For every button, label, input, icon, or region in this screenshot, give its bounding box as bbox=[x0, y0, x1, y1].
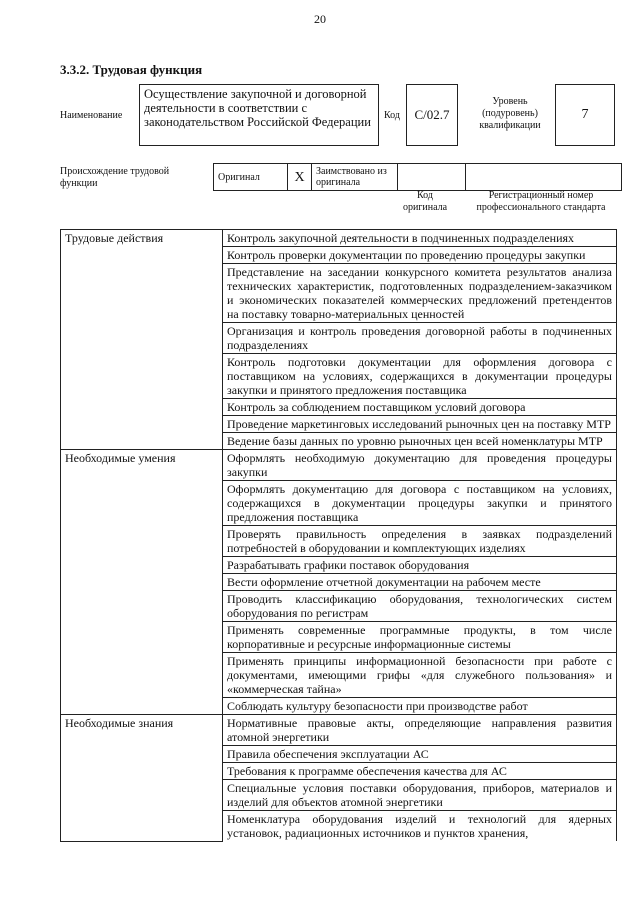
section-title-actions: Трудовые действия bbox=[61, 230, 223, 450]
table-row bbox=[61, 715, 617, 746]
list-item: Контроль проверки документации по проведению процедуры закупки bbox=[223, 247, 617, 264]
code-caption: Код оригинала bbox=[402, 190, 448, 213]
origin-table bbox=[213, 163, 622, 191]
code-label: Код bbox=[384, 110, 400, 121]
list-item: Контроль подготовки документации для оформления договора с поставщиком на условиях, содержащихся в документации процедуры закупки и принятого предложения поставщика bbox=[223, 354, 617, 399]
section-title-knowledge: Необходимые знания bbox=[61, 715, 223, 842]
table-row bbox=[61, 230, 617, 247]
level-value: 7 bbox=[555, 84, 615, 146]
list-item: Соблюдать культуру безопасности при производстве работ bbox=[223, 698, 617, 715]
list-item: Применять современные программные продукты, в том числе корпоративные и ресурсные информационные системы bbox=[223, 622, 617, 653]
origin-label: Происхождение трудовой функции bbox=[60, 166, 170, 189]
list-item: Проведение маркетинговых исследований рыночных цен на поставку МТР bbox=[223, 416, 617, 433]
name-value: Осуществление закупочной и договорной деятельности в соответствии с законодательством Российской Федерации bbox=[139, 84, 379, 146]
list-item: Номенклатура оборудования изделий и технологий для ядерных установок, радиационных источников и пунктов хранения, bbox=[223, 811, 617, 842]
list-item: Проверять правильность определения в заявках подразделений потребностей в оборудовании и комплектующих изделиях bbox=[223, 526, 617, 557]
original-code-cell bbox=[398, 164, 466, 191]
section-title: 3.3.2. Трудовая функция bbox=[60, 62, 203, 77]
page-number: 20 bbox=[314, 12, 326, 26]
section-title-skills: Необходимые умения bbox=[61, 450, 223, 715]
borrowed-label: Заимствовано из оригинала bbox=[312, 164, 398, 191]
list-item: Применять принципы информационной безопасности при работе с документами, имеющими грифы «для служебного пользования» и «коммерческая тайна» bbox=[223, 653, 617, 698]
list-item: Специальные условия поставки оборудования, приборов, материалов и изделий для объектов атомной энергетики bbox=[223, 780, 617, 811]
list-item: Контроль закупочной деятельности в подчиненных подразделениях bbox=[223, 230, 617, 247]
list-item: Контроль за соблюдением поставщиком условий договора bbox=[223, 399, 617, 416]
list-item: Нормативные правовые акты, определяющие направления развития атомной энергетики bbox=[223, 715, 617, 746]
list-item: Вести оформление отчетной документации на рабочем месте bbox=[223, 574, 617, 591]
list-item: Оформлять документацию для договора с поставщиком на условиях, содержащихся в документации процедуры закупки и принятого предложения поставщика bbox=[223, 481, 617, 526]
list-item: Представление на заседании конкурсного комитета результатов анализа технических характеристик, подготовленных подразделением-заказчиком и экономических показателей коммерческих предложений претендентов на поставку товарно-материальных ценностей bbox=[223, 264, 617, 323]
reg-number-cell bbox=[466, 164, 622, 191]
list-item: Разрабатывать графики поставок оборудования bbox=[223, 557, 617, 574]
table-row bbox=[61, 450, 617, 481]
list-item: Проводить классификацию оборудования, технологических систем оборудования по регистрам bbox=[223, 591, 617, 622]
list-item: Оформлять необходимую документацию для проведения процедуры закупки bbox=[223, 450, 617, 481]
list-item: Правила обеспечения эксплуатации АС bbox=[223, 746, 617, 763]
function-table bbox=[60, 229, 617, 842]
original-mark: X bbox=[288, 164, 312, 191]
level-label: Уровень (подуровень) квалификации bbox=[479, 96, 541, 131]
list-item: Требования к программе обеспечения качества для АС bbox=[223, 763, 617, 780]
reg-caption: Регистрационный номер профессионального стандарта bbox=[476, 190, 606, 213]
code-value: C/02.7 bbox=[406, 84, 458, 146]
list-item: Ведение базы данных по уровню рыночных цен всей номенклатуры МТР bbox=[223, 433, 617, 450]
name-label: Наименование bbox=[60, 110, 123, 121]
list-item: Организация и контроль проведения договорной работы в подчиненных подразделениях bbox=[223, 323, 617, 354]
original-label: Оригинал bbox=[214, 164, 288, 191]
